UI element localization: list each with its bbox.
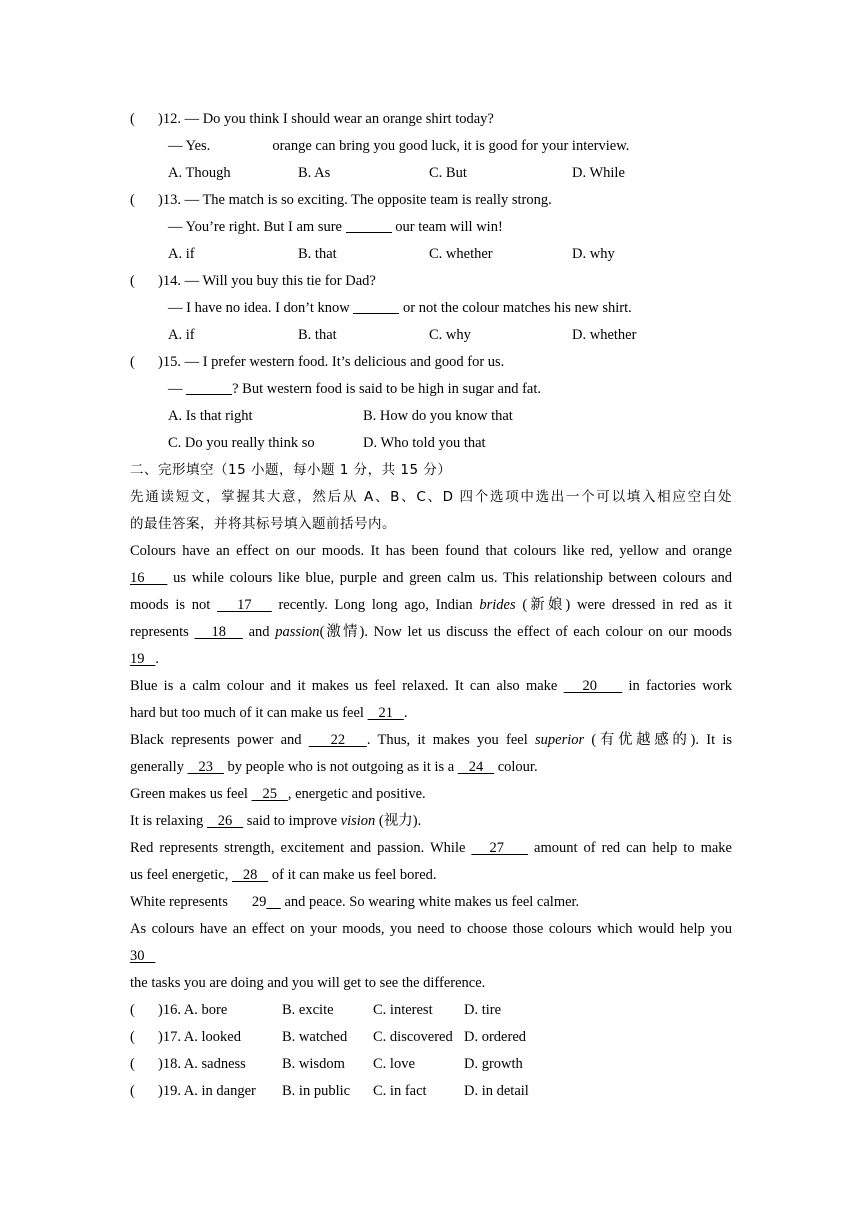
question-17: ( )17. A. looked B. watched C. discovered D. ordered (130, 1024, 732, 1051)
passage-line: Red represents strength, excitement and passion. While 27 amount of red can help to make (130, 840, 732, 856)
option-a: A. if (168, 246, 195, 262)
question-12-stem: ( )12. — Do you think I should wear an orange shirt today? (130, 106, 732, 133)
question-15-options-row1 (130, 403, 732, 430)
question-16: ( )16. A. bore B. excite C. interest D. tire (130, 997, 732, 1024)
blank-24: 24 (468, 759, 484, 775)
section-instructions-cont: 的最佳答案，并将其标号填入题前括号内。 (130, 516, 396, 532)
option-a: )16. A. bore (158, 1002, 228, 1018)
option-a: )17. A. looked (158, 1029, 241, 1045)
passage-line: represents 18 and passion(激情). Now let us discuss the effect of each colour on our moods (130, 624, 733, 640)
blank-30: 30 (130, 948, 145, 964)
option-c: C. But (429, 165, 467, 181)
option-d: D. Who told you that (363, 435, 486, 451)
option-b: B. in public (282, 1083, 351, 1099)
blank-18: 18 (211, 624, 226, 640)
option-b: B. How do you know that (363, 408, 513, 424)
option-c: C. love (373, 1056, 415, 1072)
option-c: C. interest (373, 1002, 433, 1018)
passage-line: Green makes us feel 25 , energetic and positive. (130, 786, 426, 802)
section-title: 二、完形填空（15 小题，每小题 1 分，共 15 分） (130, 462, 452, 478)
question-14-reply: — I have no idea. I don’t know or not the colour matches his new shirt. (130, 295, 732, 322)
question-15-options-row2 (130, 430, 732, 457)
blank-22: 22 (330, 732, 346, 748)
passage-line: It is relaxing 26 said to improve vision (视力). (130, 813, 422, 829)
option-c: C. discovered (373, 1029, 453, 1045)
option-d: D. ordered (464, 1029, 527, 1045)
option-b: B. As (298, 165, 331, 181)
passage-line: As colours have an effect on your moods, you need to choose those colours which would help you (130, 921, 732, 937)
blank-line (346, 215, 392, 233)
answer-paren: ( (130, 111, 135, 127)
passage-line: White represents 29 and peace. So wearing white makes us feel calmer. (130, 894, 580, 910)
option-c: C. Do you really think so (168, 435, 315, 451)
option-b: B. wisdom (282, 1056, 345, 1072)
option-c: C. why (429, 327, 471, 343)
option-b: B. that (298, 327, 337, 343)
option-a: )18. A. sadness (158, 1056, 246, 1072)
section-instructions: 先通读短文，掌握其大意，然后从 A、B、C、D 四个选项中选出一个可以填入相应空白处 (130, 489, 732, 505)
blank-26: 26 (217, 813, 233, 829)
option-b: B. that (298, 246, 337, 262)
blank-20: 20 (582, 678, 598, 694)
blank-23: 23 (198, 759, 213, 775)
question-12-reply: — Yes. orange can bring you good luck, it is good for your interview. (168, 138, 630, 154)
blank-27: 27 (489, 840, 504, 856)
option-d: D. tire (464, 1002, 502, 1018)
passage-line: us feel energetic, 28 of it can make us feel bored. (130, 867, 437, 883)
option-a: A. if (168, 327, 195, 343)
blank-29: 29 (251, 894, 267, 910)
question-13-reply: — You’re right. But I am sure our team will win! (130, 214, 732, 241)
option-a: )19. A. in danger (158, 1083, 256, 1099)
blank-19: 19 (130, 651, 145, 667)
passage-line: Colours have an effect on our moods. It has been found that colours like red, yellow and orange (130, 543, 732, 559)
question-18: ( )18. A. sadness B. wisdom C. love D. growth (130, 1051, 732, 1078)
option-b: B. excite (282, 1002, 334, 1018)
question-12-options (130, 160, 732, 187)
option-a: A. Is that right (168, 408, 253, 424)
passage-line: Black represents power and 22 . Thus, it makes you feel superior (有优越感的). It is (130, 732, 733, 748)
passage-line (130, 943, 732, 970)
option-d: D. in detail (464, 1083, 529, 1099)
question-13-options (130, 241, 732, 268)
option-a: A. Though (168, 165, 231, 181)
option-d: D. While (572, 165, 625, 181)
exam-page (130, 106, 732, 1105)
passage-line: moods is not 17 recently. Long long ago, Indian brides (新娘) were dressed in red as it (130, 597, 733, 613)
question-14-options (130, 322, 732, 349)
blank-16: 16 (130, 570, 145, 586)
passage-line: hard but too much of it can make us feel 21 . (130, 705, 408, 721)
passage-line: generally 23 by people who is not outgoing as it is a 24 colour. (130, 759, 538, 775)
passage-line: 19 . (130, 651, 159, 667)
option-d: D. whether (572, 327, 637, 343)
blank-25: 25 (262, 786, 277, 802)
option-d: D. growth (464, 1056, 523, 1072)
question-14-stem: ( )14. — Will you buy this tie for Dad? (130, 273, 376, 289)
option-c: C. whether (429, 246, 493, 262)
blank-line (186, 377, 232, 395)
blank-line (353, 296, 399, 314)
option-b: B. watched (282, 1029, 348, 1045)
question-15-stem: ( )15. — I prefer western food. It’s delicious and good for us. (130, 354, 505, 370)
option-c: C. in fact (373, 1083, 427, 1099)
passage-line: Blue is a calm colour and it makes us feel relaxed. It can also make 20 in factories work (130, 678, 733, 694)
blank-17: 17 (237, 597, 252, 613)
passage-line: the tasks you are doing and you will get to see the difference. (130, 975, 486, 991)
option-d: D. why (572, 246, 615, 262)
blank-21: 21 (378, 705, 393, 721)
blank-28: 28 (242, 867, 258, 883)
question-19: ( )19. A. in danger B. in public C. in fact D. in detail (130, 1078, 732, 1105)
passage-line: 16 us while colours like blue, purple and green calm us. This relationship between colours and (130, 570, 733, 586)
question-13-stem: ( )13. — The match is so exciting. The opposite team is really strong. (130, 192, 552, 208)
question-15-reply: — ? But western food is said to be high in sugar and fat. (130, 376, 732, 403)
